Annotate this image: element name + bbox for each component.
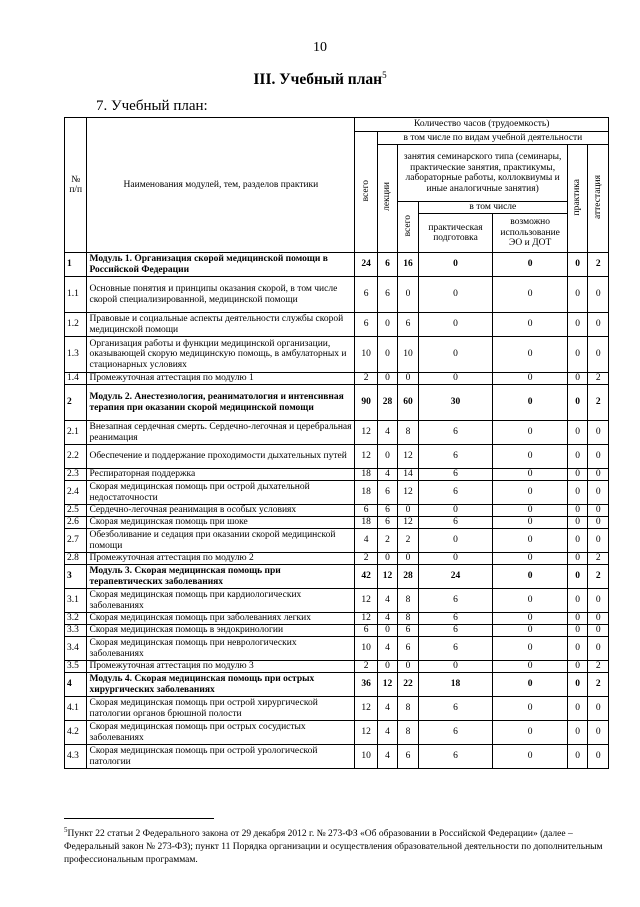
cell-seminar-total: 8	[398, 697, 418, 721]
cell-total: 12	[355, 421, 377, 445]
table-row	[65, 253, 609, 277]
cell-attestation: 0	[588, 277, 609, 313]
cell-practical: 6	[418, 589, 493, 613]
cell-seminar-total: 0	[398, 661, 418, 673]
cell-practice: 0	[567, 277, 587, 313]
table-row	[65, 613, 609, 625]
cell-practical: 0	[418, 505, 493, 517]
cell-practice: 0	[567, 625, 587, 637]
row-name: Скорая медицинская помощь при неврологических заболеваниях	[87, 637, 355, 661]
cell-attestation: 0	[588, 745, 609, 769]
cell-total: 10	[355, 745, 377, 769]
row-name: Модуль 1. Организация скорой медицинской помощи в Российской Федерации	[87, 253, 355, 277]
cell-distance: 0	[493, 637, 568, 661]
cell-total: 2	[355, 661, 377, 673]
cell-lectures: 6	[377, 253, 397, 277]
cell-lectures: 12	[377, 673, 397, 697]
table-body	[65, 253, 609, 769]
table-row	[65, 721, 609, 745]
cell-distance: 0	[493, 253, 568, 277]
cell-practice: 0	[567, 565, 587, 589]
cell-seminar-total: 8	[398, 421, 418, 445]
cell-attestation: 2	[588, 661, 609, 673]
row-name: Основные понятия и принципы оказания скорой, в том числе скорой специализированной, медицинской помощи	[87, 277, 355, 313]
title-footnote-mark: 5	[382, 70, 387, 80]
cell-distance: 0	[493, 313, 568, 337]
cell-attestation: 0	[588, 529, 609, 553]
table-row	[65, 469, 609, 481]
cell-total: 12	[355, 697, 377, 721]
cell-seminar-total: 8	[398, 721, 418, 745]
cell-total: 42	[355, 565, 377, 589]
row-number: 4.2	[65, 721, 87, 745]
cell-seminar-total: 6	[398, 745, 418, 769]
cell-practical: 6	[418, 469, 493, 481]
cell-distance: 0	[493, 721, 568, 745]
table-row	[65, 445, 609, 469]
row-name: Скорая медицинская помощь при шоке	[87, 517, 355, 529]
cell-lectures: 0	[377, 373, 397, 385]
row-number: 3.1	[65, 589, 87, 613]
cell-attestation: 0	[588, 337, 609, 373]
row-number: 4.1	[65, 697, 87, 721]
cell-seminar-total: 0	[398, 553, 418, 565]
cell-lectures: 4	[377, 697, 397, 721]
table-row	[65, 661, 609, 673]
row-name: Сердечно-легочная реанимация в особых условиях	[87, 505, 355, 517]
header-seminar-total: всего	[398, 202, 418, 253]
table-row	[65, 697, 609, 721]
cell-practical: 6	[418, 481, 493, 505]
cell-practical: 0	[418, 313, 493, 337]
cell-total: 12	[355, 721, 377, 745]
header-incl: в том числе	[418, 202, 567, 214]
row-name: Модуль 4. Скорая медицинская помощь при острых хирургических заболеваниях	[87, 673, 355, 697]
cell-lectures: 4	[377, 589, 397, 613]
row-name: Скорая медицинская помощь в эндокринологии	[87, 625, 355, 637]
table-row	[65, 553, 609, 565]
row-number: 2.8	[65, 553, 87, 565]
table-row	[65, 745, 609, 769]
cell-attestation: 0	[588, 637, 609, 661]
cell-distance: 0	[493, 445, 568, 469]
footnote-text: Пункт 22 статьи 2 Федерального закона от 29 декабря 2012 г. № 273-ФЗ «Об образовании в Российской Федерации» (далее – Федеральный закон № 273-ФЗ); пункт 11 Порядка организации и осуществления образовательной деятельности по дополнительным профессиональным программам.	[64, 829, 603, 866]
cell-lectures: 4	[377, 469, 397, 481]
cell-lectures: 4	[377, 721, 397, 745]
table-row	[65, 529, 609, 553]
cell-distance: 0	[493, 505, 568, 517]
cell-practical: 6	[418, 637, 493, 661]
cell-practical: 18	[418, 673, 493, 697]
cell-practical: 24	[418, 565, 493, 589]
header-practical: практическая подготовка	[418, 214, 493, 253]
cell-practical: 6	[418, 625, 493, 637]
row-name: Модуль 3. Скорая медицинская помощь при терапевтических заболеваниях	[87, 565, 355, 589]
table-row	[65, 337, 609, 373]
row-name: Модуль 2. Анестезиология, реаниматология и интенсивная терапия при оказании скорой медицинской помощи	[87, 385, 355, 421]
cell-total: 6	[355, 313, 377, 337]
cell-attestation: 0	[588, 505, 609, 517]
footnote	[64, 824, 624, 867]
cell-attestation: 2	[588, 553, 609, 565]
page-title	[0, 70, 640, 89]
cell-total: 12	[355, 613, 377, 625]
row-number: 1.4	[65, 373, 87, 385]
cell-attestation: 2	[588, 565, 609, 589]
cell-total: 10	[355, 637, 377, 661]
header-practice: практика	[567, 145, 587, 253]
cell-attestation: 0	[588, 517, 609, 529]
header-seminar-title: занятия семинарского типа (семинары, практические занятия, практикумы, лабораторные работы, коллоквиумы и иные аналогичные занятия)	[398, 145, 568, 202]
cell-practice: 0	[567, 613, 587, 625]
cell-lectures: 6	[377, 517, 397, 529]
cell-seminar-total: 6	[398, 637, 418, 661]
cell-total: 4	[355, 529, 377, 553]
cell-total: 6	[355, 505, 377, 517]
cell-practice: 0	[567, 745, 587, 769]
row-number: 1.3	[65, 337, 87, 373]
section-subheading: 7. Учебный план:	[96, 98, 208, 114]
cell-practice: 0	[567, 673, 587, 697]
row-number: 3.5	[65, 661, 87, 673]
cell-distance: 0	[493, 565, 568, 589]
row-name: Скорая медицинская помощь при острой хирургической патологии органов брюшной полости	[87, 697, 355, 721]
header-hours-title: Количество часов (трудоемкость)	[355, 118, 609, 132]
cell-seminar-total: 60	[398, 385, 418, 421]
cell-total: 90	[355, 385, 377, 421]
cell-practical: 6	[418, 721, 493, 745]
cell-seminar-total: 16	[398, 253, 418, 277]
cell-practice: 0	[567, 313, 587, 337]
table-row	[65, 373, 609, 385]
row-number: 2.5	[65, 505, 87, 517]
table-row	[65, 385, 609, 421]
header-lectures: лекции	[377, 145, 397, 253]
cell-seminar-total: 0	[398, 505, 418, 517]
cell-seminar-total: 12	[398, 481, 418, 505]
cell-attestation: 0	[588, 625, 609, 637]
cell-attestation: 0	[588, 445, 609, 469]
cell-seminar-total: 12	[398, 445, 418, 469]
cell-attestation: 0	[588, 481, 609, 505]
row-name: Промежуточная аттестация по модулю 2	[87, 553, 355, 565]
footnote-mark: 5	[64, 826, 68, 834]
cell-lectures: 0	[377, 661, 397, 673]
cell-lectures: 4	[377, 637, 397, 661]
cell-lectures: 0	[377, 313, 397, 337]
cell-distance: 0	[493, 373, 568, 385]
cell-distance: 0	[493, 529, 568, 553]
table-row	[65, 313, 609, 337]
cell-distance: 0	[493, 673, 568, 697]
row-name: Скорая медицинская помощь при острой дыхательной недостаточности	[87, 481, 355, 505]
table-row	[65, 481, 609, 505]
cell-practice: 0	[567, 253, 587, 277]
cell-practice: 0	[567, 373, 587, 385]
header-total: всего	[355, 132, 377, 253]
cell-practical: 6	[418, 745, 493, 769]
cell-seminar-total: 28	[398, 565, 418, 589]
cell-distance: 0	[493, 625, 568, 637]
cell-attestation: 0	[588, 469, 609, 481]
cell-lectures: 4	[377, 745, 397, 769]
cell-seminar-total: 10	[398, 337, 418, 373]
cell-practical: 6	[418, 421, 493, 445]
table-row	[65, 565, 609, 589]
cell-lectures: 0	[377, 553, 397, 565]
cell-attestation: 0	[588, 613, 609, 625]
cell-practice: 0	[567, 637, 587, 661]
row-name: Внезапная сердечная смерть. Сердечно-легочная и церебральная реанимация	[87, 421, 355, 445]
cell-distance: 0	[493, 421, 568, 445]
row-name: Респираторная поддержка	[87, 469, 355, 481]
cell-seminar-total: 6	[398, 625, 418, 637]
row-number: 2	[65, 385, 87, 421]
cell-practice: 0	[567, 481, 587, 505]
cell-total: 18	[355, 469, 377, 481]
page-title-text: III. Учебный план	[253, 71, 383, 89]
cell-practical: 0	[418, 253, 493, 277]
row-name: Правовые и социальные аспекты деятельности службы скорой медицинской помощи	[87, 313, 355, 337]
header-distance: возможно использование ЭО и ДОТ	[493, 214, 568, 253]
row-number: 2.1	[65, 421, 87, 445]
cell-total: 6	[355, 277, 377, 313]
table-header	[65, 118, 609, 253]
row-name: Скорая медицинская помощь при острых сосудистых заболеваниях	[87, 721, 355, 745]
table-row	[65, 625, 609, 637]
row-number: 3.2	[65, 613, 87, 625]
cell-distance: 0	[493, 481, 568, 505]
cell-attestation: 2	[588, 385, 609, 421]
cell-practice: 0	[567, 589, 587, 613]
cell-practical: 6	[418, 613, 493, 625]
cell-lectures: 4	[377, 613, 397, 625]
page-number: 10	[313, 40, 327, 55]
cell-distance: 0	[493, 697, 568, 721]
cell-practice: 0	[567, 553, 587, 565]
cell-distance: 0	[493, 589, 568, 613]
cell-seminar-total: 12	[398, 517, 418, 529]
cell-practice: 0	[567, 469, 587, 481]
cell-practice: 0	[567, 721, 587, 745]
cell-practical: 0	[418, 277, 493, 313]
cell-practice: 0	[567, 517, 587, 529]
cell-attestation: 0	[588, 721, 609, 745]
cell-lectures: 28	[377, 385, 397, 421]
cell-seminar-total: 0	[398, 277, 418, 313]
row-number: 2.7	[65, 529, 87, 553]
cell-lectures: 12	[377, 565, 397, 589]
cell-distance: 0	[493, 613, 568, 625]
header-attestation: аттестация	[588, 145, 609, 253]
table-row	[65, 277, 609, 313]
cell-distance: 0	[493, 277, 568, 313]
table-row	[65, 505, 609, 517]
cell-practice: 0	[567, 385, 587, 421]
cell-lectures: 6	[377, 481, 397, 505]
cell-total: 24	[355, 253, 377, 277]
cell-practice: 0	[567, 661, 587, 673]
cell-practical: 0	[418, 553, 493, 565]
cell-practice: 0	[567, 445, 587, 469]
cell-attestation: 0	[588, 697, 609, 721]
cell-lectures: 0	[377, 445, 397, 469]
cell-practical: 6	[418, 445, 493, 469]
row-name: Промежуточная аттестация по модулю 3	[87, 661, 355, 673]
table-row	[65, 673, 609, 697]
cell-lectures: 2	[377, 529, 397, 553]
cell-distance: 0	[493, 553, 568, 565]
cell-practice: 0	[567, 337, 587, 373]
cell-total: 36	[355, 673, 377, 697]
cell-practice: 0	[567, 505, 587, 517]
row-name: Обезболивание и седация при оказании скорой медицинской помощи	[87, 529, 355, 553]
cell-distance: 0	[493, 337, 568, 373]
row-number: 3	[65, 565, 87, 589]
cell-attestation: 2	[588, 673, 609, 697]
table-row	[65, 589, 609, 613]
row-number: 2.4	[65, 481, 87, 505]
cell-seminar-total: 8	[398, 589, 418, 613]
cell-total: 2	[355, 373, 377, 385]
cell-practical: 0	[418, 337, 493, 373]
row-name: Скорая медицинская помощь при кардиологических заболеваниях	[87, 589, 355, 613]
cell-practice: 0	[567, 421, 587, 445]
cell-lectures: 0	[377, 625, 397, 637]
row-number: 2.6	[65, 517, 87, 529]
table-row	[65, 517, 609, 529]
cell-practical: 30	[418, 385, 493, 421]
cell-practical: 0	[418, 373, 493, 385]
cell-attestation: 0	[588, 421, 609, 445]
row-number: 3.4	[65, 637, 87, 661]
cell-seminar-total: 8	[398, 613, 418, 625]
cell-attestation: 2	[588, 373, 609, 385]
cell-total: 12	[355, 445, 377, 469]
cell-lectures: 0	[377, 337, 397, 373]
cell-lectures: 4	[377, 421, 397, 445]
cell-distance: 0	[493, 661, 568, 673]
cell-total: 18	[355, 481, 377, 505]
cell-attestation: 2	[588, 253, 609, 277]
header-number: № п/п	[65, 118, 87, 253]
cell-distance: 0	[493, 385, 568, 421]
curriculum-table	[64, 117, 609, 769]
cell-practical: 0	[418, 529, 493, 553]
row-name: Скорая медицинская помощь при заболеваниях легких	[87, 613, 355, 625]
row-number: 1	[65, 253, 87, 277]
cell-total: 10	[355, 337, 377, 373]
cell-practical: 6	[418, 517, 493, 529]
cell-practice: 0	[567, 697, 587, 721]
cell-lectures: 6	[377, 505, 397, 517]
cell-attestation: 0	[588, 589, 609, 613]
cell-seminar-total: 6	[398, 313, 418, 337]
cell-practical: 0	[418, 661, 493, 673]
cell-attestation: 0	[588, 313, 609, 337]
row-name: Обеспечение и поддержание проходимости дыхательных путей	[87, 445, 355, 469]
header-by-type: в том числе по видам учебной деятельности	[377, 132, 608, 145]
cell-total: 18	[355, 517, 377, 529]
row-name: Промежуточная аттестация по модулю 1	[87, 373, 355, 385]
cell-seminar-total: 14	[398, 469, 418, 481]
cell-practical: 6	[418, 697, 493, 721]
row-number: 1.2	[65, 313, 87, 337]
row-name: Скорая медицинская помощь при острой урологической патологии	[87, 745, 355, 769]
footnote-divider	[64, 818, 214, 819]
cell-distance: 0	[493, 517, 568, 529]
cell-practice: 0	[567, 529, 587, 553]
row-number: 4.3	[65, 745, 87, 769]
row-number: 2.3	[65, 469, 87, 481]
cell-seminar-total: 0	[398, 373, 418, 385]
cell-total: 6	[355, 625, 377, 637]
row-name: Организация работы и функции медицинской организации, оказывающей скорую медицинскую помощь, в амбулаторных и стационарных условиях	[87, 337, 355, 373]
cell-distance: 0	[493, 469, 568, 481]
cell-total: 12	[355, 589, 377, 613]
cell-distance: 0	[493, 745, 568, 769]
table-row	[65, 637, 609, 661]
cell-seminar-total: 2	[398, 529, 418, 553]
header-name: Наименования модулей, тем, разделов практики	[87, 118, 355, 253]
row-number: 4	[65, 673, 87, 697]
cell-lectures: 6	[377, 277, 397, 313]
row-number: 1.1	[65, 277, 87, 313]
row-number: 3.3	[65, 625, 87, 637]
cell-seminar-total: 22	[398, 673, 418, 697]
table-row	[65, 421, 609, 445]
row-number: 2.2	[65, 445, 87, 469]
cell-total: 2	[355, 553, 377, 565]
